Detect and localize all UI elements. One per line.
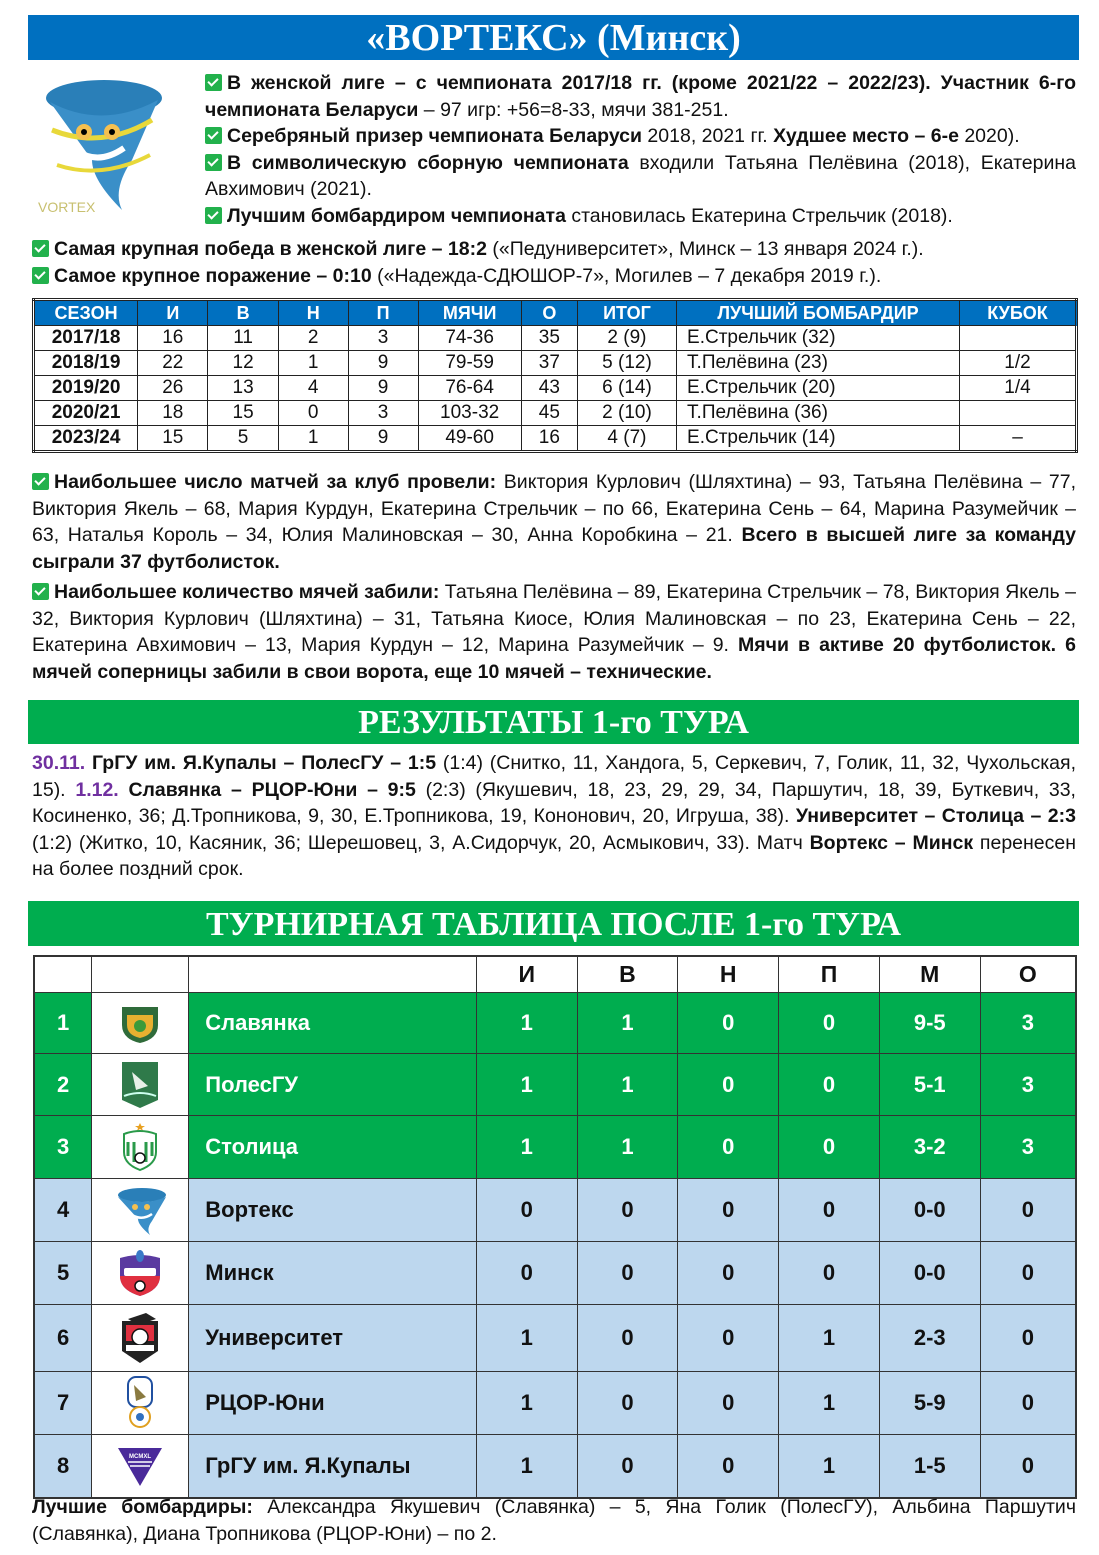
season-cell: 5 [208,426,278,452]
col-result: ИТОГ [577,300,676,326]
stat-cell: 0 [678,1305,779,1372]
season-row [34,326,1077,351]
club-facts-top [205,70,1076,229]
stat-cell: 0 [678,1435,779,1499]
stat-cell: 1 [577,1116,678,1179]
position: 8 [34,1435,92,1499]
season-cell: 43 [521,376,577,401]
stat-cell: 3-2 [879,1116,980,1179]
most-matches-paragraph: Наибольшее число матчей за клуб провели: Виктория Курлович (Шляхтина) – 93, Татьяна Пелёвина – 77, Виктория Якель – 68, Мария Курдун, Екатерина Стрельчик – по 66, Екатерина Сень – 64, Марина Разумейчик – 63, Наталья Король – 34, Юлия Малиновская – 30, Анна Коробкина – 21. Всего в высшей лиге за команду сыграли 37 футболисток. [32,471,1076,573]
season-cell: 45 [521,401,577,426]
season-cell: 22 [138,351,208,376]
universitet-logo [118,1324,162,1349]
stat-cell: 0 [577,1242,678,1305]
stat-cell: 0 [779,1054,880,1116]
stat-cell: 0 [980,1179,1076,1242]
position: 1 [34,993,92,1054]
col-goals: МЯЧИ [418,300,521,326]
top-scorers-paragraph: Лучшие бомбардиры: Александра Якушевич (Славянка) – 5, Яна Голик (ПолесГУ), Альбина Паршутич (Славянка), Диана Тропникова (РЦОР-Юни) – по 2. [32,1496,1076,1545]
season-cell: 9 [348,351,418,376]
stat-cell: 0 [980,1305,1076,1372]
col-wins: В [208,300,278,326]
team-logo-cell [92,1242,189,1305]
standings-row [34,1054,1076,1116]
stat-cell: 0 [980,1435,1076,1499]
vortex-logo [110,1196,170,1221]
season-cell: Т.Пелёвина (23) [677,351,960,376]
stat-cell: 3 [980,993,1076,1054]
season-cell: 13 [208,376,278,401]
results-paragraph: 30.11. ГрГУ им. Я.Купалы – ПолесГУ – 1:5 (1:4) (Снитко, 11, Хандога, 5, Серкевич, 7, Голик, 11, 32, Чухольская, 15). 1.12. Славянка – РЦОР-Юни – 9:5 (2:3) (Якушевич, 18, 23, 29, 29, 34, Паршутич, 18, 39, Буткевич, 33, Косиненко, 36; Д.Тропникова, 9, 30, Е.Тропникова, 19, Кононович, 20, Игруша, 38). Университет – Столица – 2:3 (1:2) (Житко, 10, Касяник, 36; Шерешовец, 3, А.Сидорчук, 20, Асмыкович, 33). Матч Вортекс – Минск перенесен на более поздний срок. [32,752,1076,880]
season-cell: 6 (14) [577,376,676,401]
season-cell: 4 (7) [577,426,676,452]
standings-table [33,955,1077,1499]
rtsor-yuni-logo [122,1389,158,1414]
col-draws: Н [678,956,779,993]
stat-cell: 1 [476,1054,577,1116]
season-cell: Е.Стрельчик (32) [677,326,960,351]
season-cell: 9 [348,376,418,401]
season-cell: 2020/21 [34,401,138,426]
team-logo-cell [92,1305,189,1372]
season-cell: Е.Стрельчик (20) [677,376,960,401]
season-cell: 1/2 [959,351,1076,376]
stat-cell: 0 [577,1435,678,1499]
checkbox-icon [205,154,222,171]
standings-row [34,1179,1076,1242]
checkbox-icon [32,473,49,490]
stat-cell: 0 [577,1179,678,1242]
stat-cell: 5-1 [879,1054,980,1116]
slavyanka-logo [118,1009,162,1034]
position: 6 [34,1305,92,1372]
team-name: Вортекс [189,1179,477,1242]
position: 2 [34,1054,92,1116]
season-table [32,298,1078,453]
season-cell [959,401,1076,426]
team-logo-cell [92,1116,189,1179]
season-cell: 12 [208,351,278,376]
season-cell: 18 [138,401,208,426]
stat-cell: 1 [476,1305,577,1372]
season-cell: 5 (12) [577,351,676,376]
position: 5 [34,1242,92,1305]
postponed-match: Вортекс – Минск [809,831,974,854]
fact-silver: Серебряный призер чемпионата Беларуси 2018, 2021 гг. Худшее место – 6-е 2020). [205,123,1076,150]
season-row [34,351,1077,376]
season-table-header [34,300,1077,326]
season-cell: 37 [521,351,577,376]
col-games: И [138,300,208,326]
fact-league-participation: В женской лиге – с чемпионата 2017/18 гг. (кроме 2021/22 – 2022/23). Участник 6-го чемпионата Беларуси – 97 игр: +56=8-33, мячи 381-251. [205,72,1076,121]
svg-text:MCMXL: MCMXL [129,1454,152,1460]
stat-cell: 3 [980,1054,1076,1116]
season-cell: 2023/24 [34,426,138,452]
match-date: 30.11. [32,752,86,774]
season-row [34,426,1077,452]
stat-cell: 0-0 [879,1242,980,1305]
col-games: И [476,956,577,993]
position: 4 [34,1179,92,1242]
stat-cell: 1 [476,1116,577,1179]
col-points: О [521,300,577,326]
season-cell: 2019/20 [34,376,138,401]
col-logo [92,956,189,993]
team-name: ГрГУ им. Я.Купалы [189,1435,477,1499]
season-cell: 35 [521,326,577,351]
season-cell: 2018/19 [34,351,138,376]
stat-cell: 5-9 [879,1372,980,1435]
checkbox-icon [32,240,49,257]
svg-text:VORTEX: VORTEX [38,199,96,215]
stat-cell: 1 [577,993,678,1054]
season-cell: Е.Стрельчик (14) [677,426,960,452]
team-name: РЦОР-Юни [189,1372,477,1435]
stat-cell: 0 [779,1116,880,1179]
team-logo-cell [92,1179,189,1242]
stolitsa-logo [118,1133,162,1158]
stat-cell: 0 [779,1242,880,1305]
season-cell: 49-60 [418,426,521,452]
season-row [34,376,1077,401]
position: 3 [34,1116,92,1179]
col-goals: М [879,956,980,993]
standings-row [34,1242,1076,1305]
stat-cell: 1 [779,1372,880,1435]
stat-cell: 0 [678,1242,779,1305]
team-logo-cell [92,1372,189,1435]
stat-cell: 1 [779,1435,880,1499]
col-position [34,956,92,993]
stat-cell: 0 [476,1179,577,1242]
team-logo-cell [92,1435,189,1499]
club-facts-bottom [32,236,1076,289]
col-top-scorer: ЛУЧШИЙ БОМБАРДИР [677,300,960,326]
fact-biggest-loss: Самое крупное поражение – 0:10 («Надежда-СДЮШОР-7», Могилев – 7 декабря 2019 г.). [32,263,1076,290]
season-row [34,401,1077,426]
col-cup: КУБОК [959,300,1076,326]
col-wins: В [577,956,678,993]
grgu-logo [116,1452,164,1477]
club-title-banner: «ВОРТЕКС» (Минск) [28,15,1079,60]
season-cell: 3 [348,326,418,351]
stat-cell: 1 [476,993,577,1054]
season-cell: 4 [278,376,348,401]
season-cell: 74-36 [418,326,521,351]
standings-row [34,993,1076,1054]
season-cell: 1/4 [959,376,1076,401]
team-name: Славянка [189,993,477,1054]
season-cell: 26 [138,376,208,401]
season-cell: 103-32 [418,401,521,426]
stat-cell: 0 [476,1242,577,1305]
stat-cell: 0 [980,1372,1076,1435]
stat-cell: 0 [779,993,880,1054]
col-losses: П [779,956,880,993]
season-cell: Т.Пелёвина (36) [677,401,960,426]
team-name: ПолесГУ [189,1054,477,1116]
results-banner: РЕЗУЛЬТАТЫ 1-го ТУРА [28,700,1079,744]
stat-cell: 0 [678,1116,779,1179]
position: 7 [34,1372,92,1435]
stat-cell: 0 [678,993,779,1054]
stat-cell: 1-5 [879,1435,980,1499]
standings-row [34,1372,1076,1435]
stat-cell: 0 [980,1242,1076,1305]
col-losses: П [348,300,418,326]
minsk-logo [118,1259,162,1284]
checkbox-icon [205,127,222,144]
team-name: Университет [189,1305,477,1372]
most-goals-paragraph: Наибольшее количество мячей забили: Татьяна Пелёвина – 89, Екатерина Стрельчик – 78, Виктория Якель – 32, Виктория Курлович (Шляхтина) – 31, Татьяна Киосе, Юлия Малиновская – по 23, Екатерина Сень – 22, Екатерина Авхимович – 13, Мария Курдун – 12, Марина Разумейчик – 9. Мячи в активе 20 футболисток. 6 мячей соперницы забили в свои ворота, еще 10 мячей – технические. [32,581,1076,683]
season-cell: 0 [278,401,348,426]
season-cell: 16 [138,326,208,351]
checkbox-icon [32,267,49,284]
season-cell: 79-59 [418,351,521,376]
fact-biggest-win: Самая крупная победа в женской лиге – 18:2 («Педуниверситет», Минск – 13 января 2024 г.). [32,236,1076,263]
season-cell: 1 [278,426,348,452]
season-cell [959,326,1076,351]
fact-top-scorer: Лучшим бомбардиром чемпионата становилась Екатерина Стрельчик (2018). [205,203,1076,230]
match-date: 1.12. [75,778,119,801]
stat-cell: 1 [779,1305,880,1372]
season-cell: 9 [348,426,418,452]
checkbox-icon [205,207,222,224]
season-cell: 16 [521,426,577,452]
standings-header [34,956,1076,993]
standings-row [34,1305,1076,1372]
team-logo-cell [92,993,189,1054]
stat-cell: 9-5 [879,993,980,1054]
team-name: Минск [189,1242,477,1305]
season-cell: 2 (10) [577,401,676,426]
season-cell: 2 [278,326,348,351]
polesgu-logo [118,1070,162,1095]
season-cell: 15 [208,401,278,426]
stat-cell: 0 [779,1179,880,1242]
standings-row [34,1435,1076,1499]
standings-row [34,1116,1076,1179]
stat-cell: 3 [980,1116,1076,1179]
stat-cell: 1 [476,1372,577,1435]
col-season: СЕЗОН [34,300,138,326]
season-cell: 2 (9) [577,326,676,351]
stat-cell: 0 [678,1179,779,1242]
col-draws: Н [278,300,348,326]
stat-cell: 2-3 [879,1305,980,1372]
stat-cell: 1 [476,1435,577,1499]
standings-banner: ТУРНИРНАЯ ТАБЛИЦА ПОСЛЕ 1-го ТУРА [28,901,1079,946]
stat-cell: 0 [577,1305,678,1372]
col-points: О [980,956,1076,993]
team-logo-cell [92,1054,189,1116]
checkbox-icon [32,583,49,600]
season-cell: 1 [278,351,348,376]
season-cell: 11 [208,326,278,351]
season-cell: 15 [138,426,208,452]
season-cell: 2017/18 [34,326,138,351]
stat-cell: 0 [577,1372,678,1435]
fact-symbolic-team: В символическую сборную чемпионата входили Татьяна Пелёвина (2018), Екатерина Авхимович (2021). [205,151,1076,200]
match-1-score: ГрГУ им. Я.Купалы – ПолесГУ – 1:5 [91,752,437,774]
stat-cell: 1 [577,1054,678,1116]
team-name: Столица [189,1116,477,1179]
checkbox-icon [205,74,222,91]
stat-cell: 0-0 [879,1179,980,1242]
season-cell: – [959,426,1076,452]
col-team [189,956,477,993]
season-cell: 3 [348,401,418,426]
season-cell: 76-64 [418,376,521,401]
vortex-logo [32,70,172,218]
stat-cell: 0 [678,1372,779,1435]
stat-cell: 0 [678,1054,779,1116]
match-2-score: Славянка – РЦОР-Юни – 9:5 [128,778,416,801]
match-3-score: Университет – Столица – 2:3 [795,805,1076,827]
